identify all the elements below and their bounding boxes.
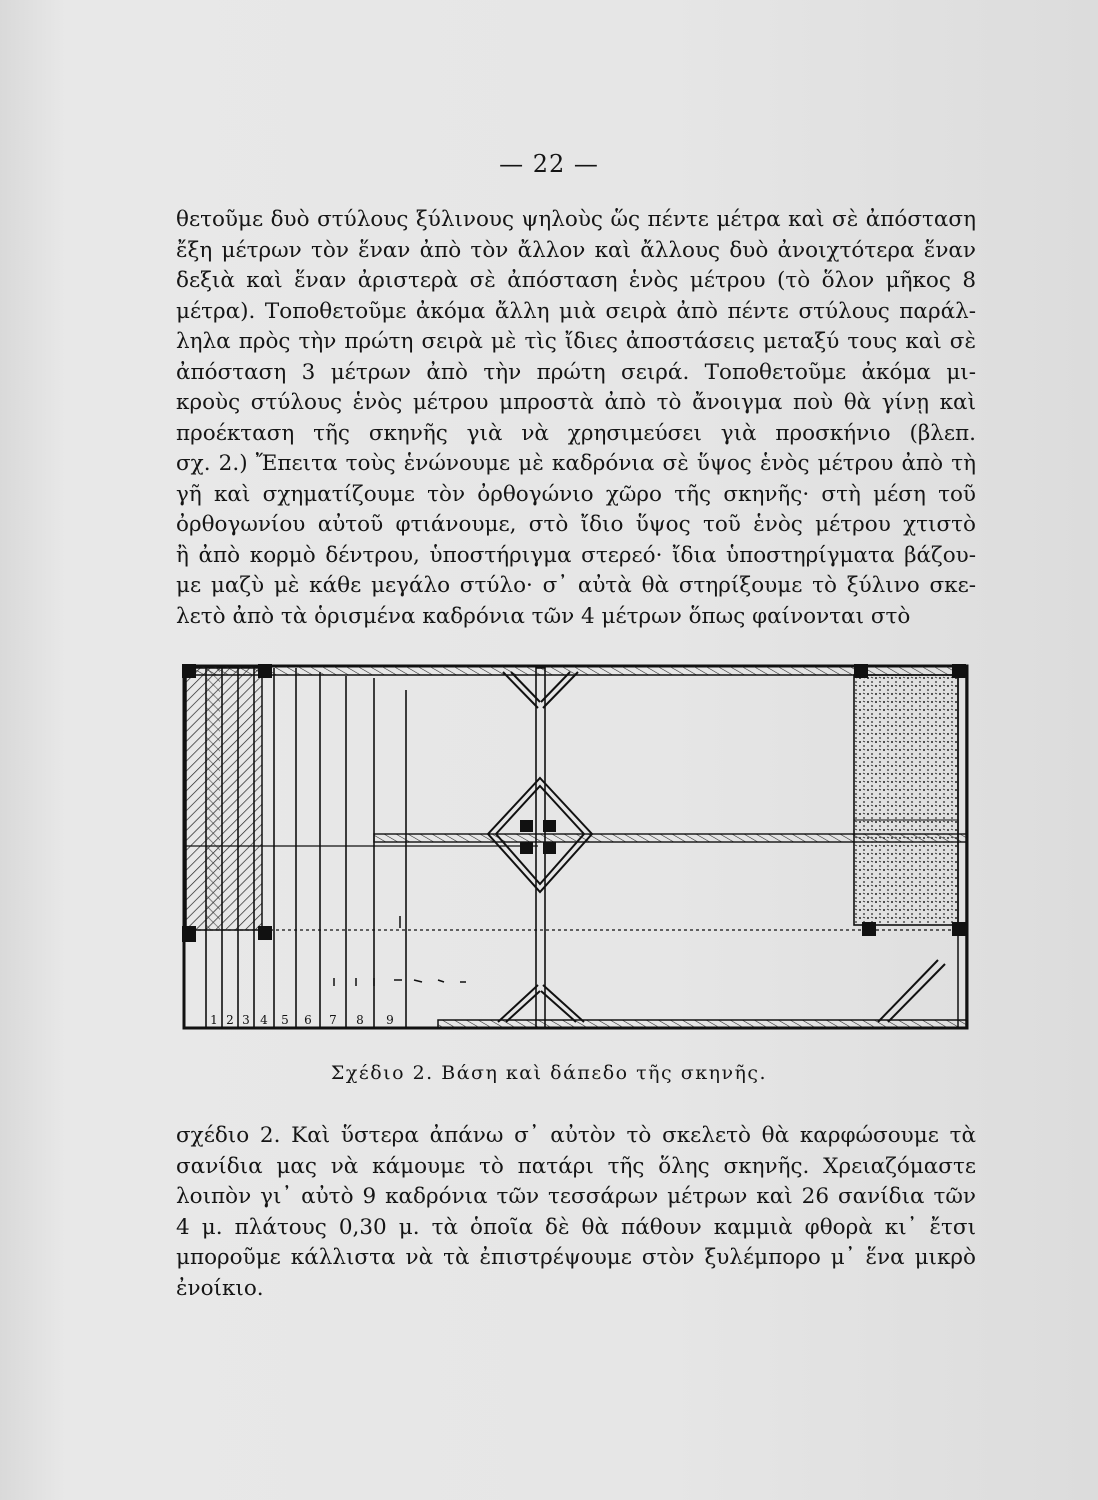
plank-number: 1: [210, 1013, 218, 1027]
plank-number: 5: [281, 1013, 289, 1027]
plank-number: 3: [242, 1013, 250, 1027]
text-line: ἢ ἀπὸ κορμὸ δέντρου, ὑποστήριγμα στερεό· ἴδια ὑποστηρίγματα βάζου-: [176, 542, 976, 568]
text-line: λοιπὸν γι᾽ αὐτὸ 9 καδρόνια τῶν τεσσάρων μέτρων καὶ 26 σανίδια τῶν: [176, 1184, 976, 1209]
text-line: λετὸ ἀπὸ τὰ ὁρισμένα καδρόνια τῶν 4 μέτρων ὅπως φαίνονται στὸ: [176, 603, 911, 629]
outer-frame: [184, 666, 967, 1028]
text-line: ἔξη μέτρων τὸν ἕναν ἀπὸ τὸν ἄλλον καὶ ἄλλους δυὸ ἀνοιχτότερα ἕναν: [176, 237, 976, 263]
stage-base-diagram: [178, 660, 973, 1040]
plank-number: 7: [329, 1013, 337, 1027]
text-line: μποροῦμε κάλλιστα νὰ τὰ ἐπιστρέψουμε στὸν ξυλέμπορο μ᾽ ἕνα μικρὸ: [176, 1245, 976, 1270]
figure-caption: Σχέδιο 2. Βάση καὶ δάπεδο τῆς σκηνῆς.: [330, 1062, 768, 1084]
text-line: δεξιὰ καὶ ἕναν ἀριστερὰ σὲ ἀπόσταση ἑνὸς μέτρου (τὸ ὅλον μῆκος 8: [176, 268, 976, 293]
text-line: 4 μ. πλάτους 0,30 μ. τὰ ὁποῖα δὲ θὰ πάθουν καμμιὰ φθορὰ κι᾽ ἔτσι: [176, 1214, 976, 1240]
paragraph-2: [176, 1121, 976, 1304]
plank-number: 9: [386, 1013, 394, 1027]
text-line: προέκταση τῆς σκηνῆς γιὰ νὰ χρησιμεύσει γιὰ προσκήνιο (βλεπ.: [176, 420, 976, 446]
text-line: σχ. 2.) Ἔπειτα τοὺς ἑνώνουμε μὲ καδρόνια σὲ ὕψος ἑνὸς μέτρου ἀπὸ τὴ: [176, 451, 976, 476]
text-line: σχέδιο 2. Καὶ ὕστερα ἀπάνω σ᾽ αὐτὸν τὸ σκελετὸ θὰ καρφώσουμε τὰ: [176, 1123, 976, 1148]
text-line: θετοῦμε δυὸ στύλους ξύλινους ψηλοὺς ὥς πέντε μέτρα καὶ σὲ ἀπόσταση: [176, 207, 976, 232]
text-line: ὀρθογωνίου αὐτοῦ φτιάνουμε, στὸ ἴδιο ὕψος τοῦ ἑνὸς μέτρου χτιστὸ: [176, 512, 976, 537]
text-line: γῆ καὶ σχηματίζουμε τὸν ὀρθογώνιο χῶρο τῆς σκηνῆς· στὴ μέση τοῦ: [176, 481, 976, 507]
plank-number: 8: [356, 1013, 364, 1027]
plank-number: 4: [260, 1013, 268, 1027]
text-line: κροὺς στύλους ἑνὸς μέτρου μπροστὰ ἀπὸ τὸ ἄνοιγμα ποὺ θὰ γίνῃ καὶ: [176, 390, 976, 415]
paragraph-1: [176, 205, 976, 632]
plank-number: 6: [304, 1013, 312, 1027]
text-line: ἀπόσταση 3 μέτρων ἀπὸ τὴν πρώτη σειρά. Τοποθετοῦμε ἀκόμα μι-: [176, 359, 976, 385]
right-dotted-area: [854, 675, 958, 925]
plank-number: 2: [226, 1013, 234, 1027]
text-line: μέτρα). Τοποθετοῦμε ἀκόμα ἄλλη μιὰ σειρὰ ἀπὸ πέντε στύλους παράλ-: [176, 298, 976, 324]
post-markers: [182, 664, 966, 942]
left-hatched-area: [186, 668, 262, 930]
text-line: σανίδια μας νὰ κάμουμε τὸ πατάρι τῆς ὅλης σκηνῆς. Χρειαζόμαστε: [176, 1153, 976, 1179]
text-line: με μαζὺ μὲ κάθε μεγάλο στύλο· σ᾽ αὐτὰ θὰ στηρίξουμε τὸ ξύλινο σκε-: [176, 573, 976, 598]
text-line: ἐνοίκιο.: [176, 1275, 264, 1301]
text-line: ληλα πρὸς τὴν πρώτη σειρὰ μὲ τὶς ἴδιες ἀποστάσεις μεταξύ τους καὶ σὲ: [176, 329, 976, 354]
page-number: — 22 —: [499, 150, 599, 178]
